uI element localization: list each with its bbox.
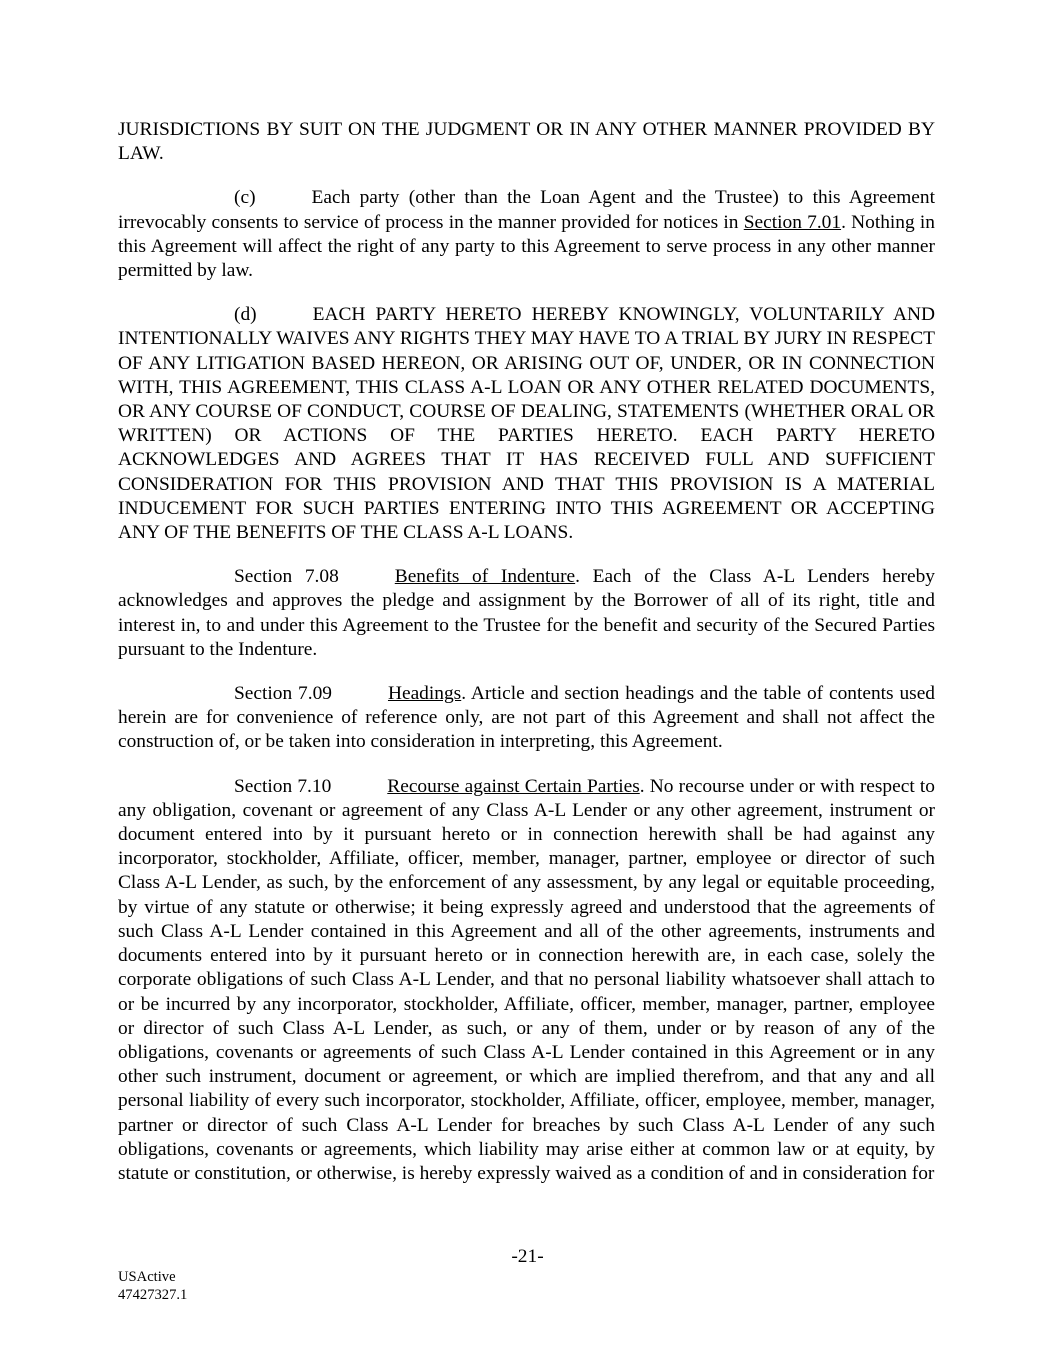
section-number: Section 7.10 xyxy=(234,775,332,797)
paragraph-section-7-09 xyxy=(118,682,935,755)
paragraph-section-7-10 xyxy=(118,775,935,1186)
document-body xyxy=(118,118,935,1186)
clause-text: EACH PARTY HERETO HEREBY KNOWINGLY, VOLUNTARILY AND INTENTIONALLY WAIVES ANY RIGHTS THEY MAY HAVE TO A TRIAL BY JURY IN RESPECT OF ANY LITIGATION BASED HEREON, OR ARISING OUT OF, UNDER, OR IN CONNECTION WITH, THIS AGREEMENT, THIS CLASS A-L LOAN OR ANY OTHER RELATED DOCUMENTS, OR ANY COURSE OF CONDUCT, COURSE OF DEALING, STATEMENTS (WHETHER ORAL OR WRITTEN) OR ACTIONS OF THE PARTIES HERETO. EACH PARTY HERETO ACKNOWLEDGES AND AGREES THAT IT HAS RECEIVED FULL AND SUFFICIENT CONSIDERATION FOR THIS PROVISION AND THAT THIS PROVISION IS A MATERIAL INDUCEMENT FOR SUCH PARTIES ENTERING INTO THIS AGREEMENT OR ACCEPTING ANY OF THE BENEFITS OF THE CLASS A-L LOANS. xyxy=(118,304,935,544)
section-heading: Recourse against Certain Parties xyxy=(387,775,640,797)
section-heading: Headings xyxy=(387,683,462,705)
page-number: -21- xyxy=(511,1246,544,1267)
footer-line-1: USActive xyxy=(118,1269,176,1285)
clause-text-before: Each party (other than the Loan Agent and the Trustee) to this Agreement irrevocably consents to service of process in the manner provided for notices in xyxy=(118,187,935,233)
cross-reference-link[interactable]: Section 7.01 xyxy=(743,211,842,233)
section-text: . Article and section headings and the table of contents used herein are for convenience of reference only, are not part of this Agreement and shall not affect the construction of, or be taken into consideration in interpreting, this Agreement. xyxy=(118,683,935,753)
section-text: . No recourse under or with respect to any obligation, covenant or agreement of any Class A-L Lender or any other agreement, instrument or document entered into by it pursuant hereto or in connection herewith shall be had against any incorporator, stockholder, Affiliate, officer, member, manager, partner, employee or director of such Class A-L Lender, as such, by the enforcement of any assessment, by any legal or equitable proceeding, by virtue of any statute or otherwise; it being expressly agreed and understood that the agreements of such Class A-L Lender contained in this Agreement and all of the other agreements, instruments and documents entered into by it pursuant hereto or in connection herewith are, in each case, solely the corporate obligations of such Class A-L Lender, and that no personal liability whatsoever shall attach to or be incurred by any incorporator, stockholder, Affiliate, officer, member, manager, partner, employee or director of such Class A-L Lender, as such, or any of them, under or by reason of any of the obligations, covenants or agreements of such Class A-L Lender contained in this Agreement or in any other such instrument, document or agreement, or which are implied therefrom, and that any and all personal liability of every such incorporator, stockholder, Affiliate, officer, employee, member, manager, partner or director of such Class A-L Lender for breaches by such Class A-L Lender of any such obligations, covenants or agreements, which liability may arise either at common law or at equity, by statute or constitution, or otherwise, is hereby expressly waived as a condition of and in consideration for xyxy=(118,775,935,1184)
section-number: Section 7.09 xyxy=(234,683,332,705)
paragraph-jurisdictions-continuation xyxy=(118,118,935,166)
paragraph-clause-d xyxy=(118,303,935,545)
clause-label: (c) xyxy=(234,187,256,209)
paragraph-clause-c xyxy=(118,186,935,283)
section-heading: Benefits of Indenture xyxy=(394,566,576,588)
paragraph-section-7-08 xyxy=(118,565,935,662)
section-number: Section 7.08 xyxy=(234,566,339,588)
section-text: . Each of the Class A-L Lenders hereby acknowledges and approves the pledge and assignment by the Borrower of all of its right, title and interest in, to and under this Agreement to the Trustee for the benefit and security of the Secured Parties pursuant to the Indenture. xyxy=(118,566,935,660)
document-footer xyxy=(118,1268,187,1304)
clause-label: (d) xyxy=(234,304,257,326)
paragraph-text: JURISDICTIONS BY SUIT ON THE JUDGMENT OR IN ANY OTHER MANNER PROVIDED BY LAW. xyxy=(118,119,935,165)
clause-text-after: . Nothing in this Agreement will affect the right of any party to this Agreement to serve process in any other manner permitted by law. xyxy=(118,211,935,282)
footer-line-2: 47427327.1 xyxy=(118,1287,188,1303)
